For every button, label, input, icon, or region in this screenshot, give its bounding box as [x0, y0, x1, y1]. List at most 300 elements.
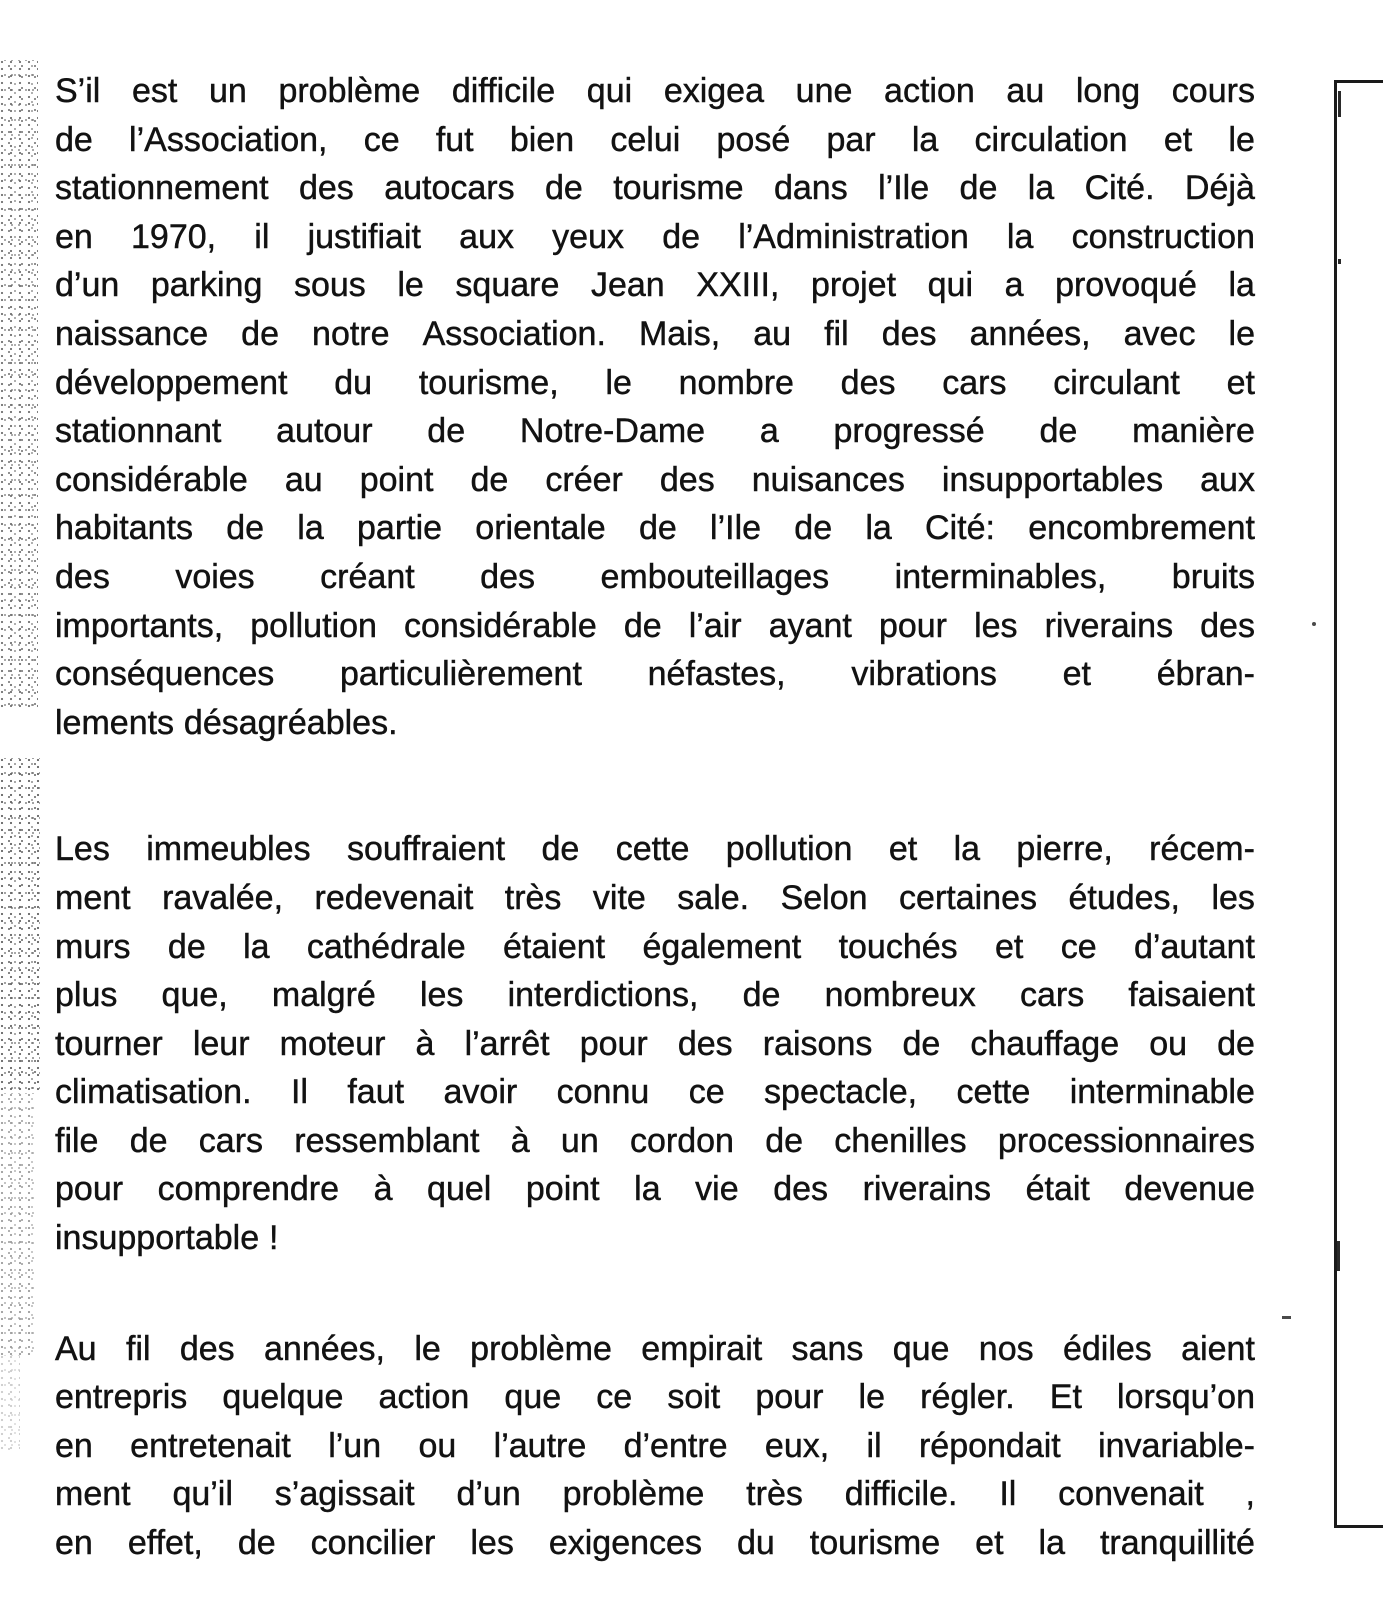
word: problème [470, 1329, 612, 1368]
text-line [55, 407, 1255, 456]
word: ravalée, [162, 878, 284, 917]
word: conséquences [55, 655, 275, 694]
text-line [55, 1068, 1255, 1117]
word: processionnaires [997, 1121, 1255, 1160]
word: Association. [422, 314, 606, 353]
word: et [888, 830, 918, 869]
word: aux [459, 217, 514, 256]
word: effet, [127, 1524, 203, 1563]
word: convenait [1058, 1475, 1204, 1514]
word: édiles [1062, 1329, 1152, 1368]
word: des [298, 169, 354, 208]
word: des [179, 1329, 235, 1368]
word: ressemblant [294, 1121, 480, 1160]
word: de [226, 509, 265, 548]
paragraph-1 [55, 67, 1255, 747]
word: malgré [271, 976, 376, 1015]
word: justifiait [307, 217, 421, 256]
word: Jean [590, 266, 665, 305]
text-line [55, 923, 1255, 972]
text-line [55, 1020, 1255, 1069]
word: l’Administration [738, 217, 969, 256]
word: de [237, 1524, 276, 1563]
scan-noise-strip [0, 60, 38, 710]
word: des [677, 1024, 733, 1063]
word: quelque [222, 1378, 344, 1417]
word: ou [1149, 1024, 1188, 1063]
word: connu [556, 1073, 650, 1112]
word: années, [969, 314, 1091, 353]
paragraph-3 [55, 1325, 1255, 1568]
word: l’autre [493, 1426, 587, 1465]
word: le [1228, 120, 1255, 159]
word: quel [427, 1170, 492, 1209]
word: insupportable [55, 1219, 260, 1258]
text-line [55, 1422, 1255, 1471]
word: la [297, 509, 324, 548]
word: la [865, 509, 892, 548]
word: tourisme, [418, 363, 559, 402]
word: importants, [55, 606, 224, 645]
word: l’air [688, 606, 742, 645]
word: de [623, 606, 662, 645]
word: de [742, 976, 781, 1015]
word: stationnant [55, 412, 222, 451]
word: études, [1068, 878, 1180, 917]
word: ment [55, 878, 131, 917]
word: la [1228, 266, 1255, 305]
adjacent-page-frame [1334, 80, 1383, 1528]
word: la [243, 927, 270, 966]
word: certaines [899, 878, 1037, 917]
word: que, [161, 976, 228, 1015]
word: habitants [55, 509, 193, 548]
word: pollution [250, 606, 377, 645]
word: Il [999, 1475, 1017, 1514]
word: faut [347, 1073, 405, 1112]
word: ce [1060, 927, 1097, 966]
word: de [794, 509, 833, 548]
word: cars [1019, 976, 1085, 1015]
word: qui [927, 266, 973, 305]
word: aux [1200, 460, 1255, 499]
word: au [753, 314, 792, 353]
word: a [759, 412, 779, 451]
word: insupportables [941, 460, 1164, 499]
word: vite [592, 878, 646, 917]
scan-artifact [1338, 91, 1341, 117]
word: avoir [443, 1073, 518, 1112]
word: ce [596, 1378, 633, 1417]
word: ébran- [1156, 655, 1255, 694]
word: voies [175, 557, 255, 596]
word: manière [1132, 412, 1255, 451]
word: sous [293, 266, 366, 305]
text-line [55, 1325, 1255, 1374]
word: Déjà [1184, 169, 1255, 208]
word: plus [55, 976, 118, 1015]
word: à [510, 1121, 530, 1160]
word: considérable [403, 606, 597, 645]
word: cars [198, 1121, 264, 1160]
text-line [55, 1214, 1255, 1263]
word: des [480, 557, 535, 596]
word: pour [579, 1024, 648, 1063]
word: stationnement [55, 169, 269, 208]
word: long [1075, 72, 1141, 110]
word: désagréables. [183, 703, 398, 742]
word: pour [878, 606, 947, 645]
scan-artifact [1312, 622, 1316, 626]
word: des [840, 363, 896, 402]
word: en [55, 1524, 93, 1563]
word: les [419, 976, 464, 1015]
word: une [795, 72, 853, 110]
word: nuisances [751, 460, 905, 499]
word: immeubles [146, 830, 311, 869]
word: action [378, 1378, 470, 1417]
word: étaient [503, 927, 606, 966]
word: en [55, 217, 93, 256]
word: vie [695, 1170, 739, 1209]
word: fut [435, 120, 474, 159]
paragraph-2 [55, 825, 1255, 1262]
word: répondait [918, 1426, 1061, 1465]
word: sale. [677, 878, 750, 917]
word: années, [264, 1329, 386, 1368]
text-line [55, 504, 1255, 553]
word: ! [269, 1219, 279, 1258]
word: riverains [862, 1170, 992, 1209]
word: XXIII, [696, 266, 780, 305]
text-line [55, 971, 1255, 1020]
word: d’un [456, 1475, 521, 1514]
word: a [1004, 266, 1024, 305]
word: nombre [678, 363, 794, 402]
word: un [208, 72, 247, 110]
word: raisons [762, 1024, 873, 1063]
word: partie [357, 509, 443, 548]
word: nos [978, 1329, 1034, 1368]
word: entretenait [130, 1426, 291, 1465]
word: Il [290, 1073, 308, 1112]
word: s’agissait [274, 1475, 415, 1514]
text-line [55, 1117, 1255, 1166]
word: l’arrêt [464, 1024, 550, 1063]
word: très [746, 1475, 803, 1514]
word: le [1228, 314, 1255, 353]
word: point [525, 1170, 600, 1209]
word: et [995, 927, 1024, 966]
word: vibrations [851, 655, 997, 694]
word: de [662, 217, 701, 256]
word: du [334, 363, 373, 402]
word: des [659, 460, 715, 499]
text-line [55, 164, 1255, 213]
word: moteur [279, 1024, 386, 1063]
word: concilier [310, 1524, 436, 1563]
word: ce [363, 120, 400, 159]
word: le [397, 266, 424, 305]
text-line [55, 1373, 1255, 1422]
word: encombrement [1028, 509, 1255, 548]
word: la [1038, 1524, 1065, 1563]
word: chenilles [834, 1121, 967, 1160]
word: l’Association, [129, 120, 328, 159]
word: il [866, 1426, 882, 1465]
text-line [55, 825, 1255, 874]
word: lorsqu’on [1117, 1378, 1255, 1417]
word: et [1062, 655, 1091, 694]
word: projet [810, 266, 897, 305]
word: ce [688, 1073, 725, 1112]
text-line [55, 602, 1255, 651]
word: du [736, 1524, 775, 1563]
text-line [55, 1470, 1255, 1519]
word: cette [615, 830, 690, 869]
text-block [55, 67, 1255, 1568]
text-line [55, 213, 1255, 262]
word: souffraient [346, 830, 506, 869]
word: la [1006, 217, 1034, 256]
scan-artifact [1282, 1316, 1291, 1319]
word: les [470, 1524, 514, 1563]
scan-noise-strip [0, 1355, 20, 1450]
word: ou [418, 1426, 457, 1465]
word: dans [773, 169, 848, 208]
word: Cité: [925, 509, 995, 548]
word: pour [755, 1378, 824, 1417]
word: Les [55, 830, 110, 869]
word: empirait [641, 1329, 763, 1368]
word: faisaient [1128, 976, 1255, 1015]
word: le [414, 1329, 441, 1368]
word: orientale [475, 509, 606, 548]
word: eux, [764, 1426, 830, 1465]
word: régler. [920, 1378, 1015, 1417]
word: considérable [55, 460, 248, 499]
word: de [1039, 412, 1078, 451]
word: exigea [663, 72, 765, 110]
word: particulièrement [340, 655, 582, 694]
text-line [55, 1519, 1255, 1568]
word: que [892, 1329, 950, 1368]
word: cordon [629, 1121, 734, 1160]
word: yeux [552, 217, 624, 256]
word: d’un [55, 266, 120, 305]
word: square [455, 266, 560, 305]
word: d’autant [1133, 927, 1255, 966]
word: de [55, 120, 93, 159]
word: naissance [55, 314, 209, 353]
text-line [55, 310, 1255, 359]
word: tourisme [809, 1524, 941, 1563]
word: autour [276, 412, 373, 451]
text-line [55, 650, 1255, 699]
word: tranquillité [1099, 1524, 1255, 1563]
word: que [504, 1378, 562, 1417]
word: en [55, 1426, 93, 1465]
word: créer [545, 460, 623, 499]
word: S’il [55, 72, 101, 110]
word: par [826, 120, 876, 159]
word: des [1200, 606, 1255, 645]
word: cars [942, 363, 1007, 402]
text-line [55, 456, 1255, 505]
word: pour [55, 1170, 124, 1209]
word: qui [586, 72, 633, 110]
word: de [470, 460, 509, 499]
word: récem- [1149, 830, 1255, 869]
word: invariable- [1098, 1426, 1255, 1465]
word: touchés [838, 927, 958, 966]
word: ayant [768, 606, 852, 645]
word: la [953, 830, 981, 869]
word: d’entre [623, 1426, 728, 1465]
word: bien [509, 120, 575, 159]
word: cette [956, 1073, 1031, 1112]
word: et [975, 1524, 1004, 1563]
word: tourner [55, 1024, 163, 1063]
word: comprendre [157, 1170, 340, 1209]
text-line [55, 261, 1255, 310]
word: parking [150, 266, 263, 305]
word: Mais, [638, 314, 721, 353]
word: créant [320, 557, 415, 596]
word: de [638, 509, 677, 548]
word: tourisme [613, 169, 744, 208]
word: murs [55, 927, 131, 966]
word: Notre-Dame [519, 412, 706, 451]
word: pollution [725, 830, 853, 869]
word: de [902, 1024, 941, 1063]
text-line [55, 699, 1255, 748]
word: interminables, [894, 557, 1107, 596]
text-line [55, 874, 1255, 923]
word: circulant [1053, 363, 1180, 402]
word: au [1006, 72, 1045, 110]
word: spectacle, [764, 1073, 918, 1112]
word: difficile [451, 72, 556, 110]
word: Selon [780, 878, 868, 917]
word: climatisation. [55, 1073, 252, 1112]
word: de [545, 169, 583, 208]
word: avec [1123, 314, 1196, 353]
word: interminable [1069, 1073, 1255, 1112]
scan-artifact [1338, 259, 1341, 264]
word: le [605, 363, 632, 402]
word: devenue [1124, 1170, 1255, 1209]
word: leur [192, 1024, 250, 1063]
word: aient [1181, 1329, 1255, 1368]
word: provoqué [1055, 266, 1197, 305]
scan-noise-strip [0, 758, 40, 1093]
word: problème [562, 1475, 705, 1514]
word: des [881, 314, 937, 353]
word: de [1217, 1024, 1255, 1063]
word: file [55, 1121, 99, 1160]
word: point [359, 460, 434, 499]
word: nombreux [824, 976, 976, 1015]
word: un [560, 1121, 599, 1160]
word: bruits [1171, 557, 1255, 596]
word: de [167, 927, 206, 966]
word: à [373, 1170, 393, 1209]
word: cathédrale [306, 927, 466, 966]
word: construction [1071, 217, 1255, 256]
word: néfastes, [647, 655, 786, 694]
word: qu’il [172, 1475, 233, 1514]
word: les [1211, 878, 1255, 917]
word: et [1226, 363, 1255, 402]
word: interdictions, [507, 976, 699, 1015]
word: pierre, [1016, 830, 1113, 869]
word: de [959, 169, 998, 208]
text-line [55, 359, 1255, 408]
word: et [1163, 120, 1193, 159]
word: à [415, 1024, 435, 1063]
word: Et [1049, 1378, 1082, 1417]
word: il [254, 217, 270, 256]
word: entrepris [55, 1378, 188, 1417]
word: la [911, 120, 939, 159]
word: sans [791, 1329, 864, 1368]
word: circulation [974, 120, 1128, 159]
word: soit [667, 1378, 721, 1417]
word: riverains [1044, 606, 1174, 645]
word: de [241, 314, 279, 353]
word: de [129, 1121, 168, 1160]
word: était [1025, 1170, 1090, 1209]
word: 1970, [131, 217, 217, 256]
word: exigences [548, 1524, 702, 1563]
scan-noise-strip [0, 1093, 34, 1355]
word: le [858, 1378, 886, 1417]
word: cours [1171, 72, 1255, 110]
word: des [55, 557, 110, 596]
word: les [974, 606, 1018, 645]
word: notre [312, 314, 390, 353]
word: fil [125, 1329, 151, 1368]
scan-artifact [1337, 1241, 1340, 1271]
word: également [642, 927, 802, 966]
word: action [884, 72, 975, 110]
word: posé [716, 120, 791, 159]
word: redevenait [314, 878, 474, 917]
word: celui [610, 120, 681, 159]
word: Au [55, 1329, 97, 1368]
word: ment [55, 1475, 131, 1514]
word: des [773, 1170, 829, 1209]
word: l’Ile [878, 169, 930, 208]
text-line [55, 116, 1255, 165]
word: de [541, 830, 580, 869]
word: chauffage [970, 1024, 1120, 1063]
word: l’Ile [710, 509, 762, 548]
word: développement [55, 363, 288, 402]
word: très [504, 878, 562, 917]
word: est [131, 72, 178, 110]
word: problème [278, 72, 421, 110]
word: difficile. [844, 1475, 958, 1514]
text-line [55, 1165, 1255, 1214]
word: Cité. [1084, 169, 1155, 208]
text-line [55, 67, 1255, 116]
word: embouteillages [600, 557, 830, 596]
word: autocars [384, 169, 515, 208]
word: de [427, 412, 466, 451]
text-line [55, 553, 1255, 602]
